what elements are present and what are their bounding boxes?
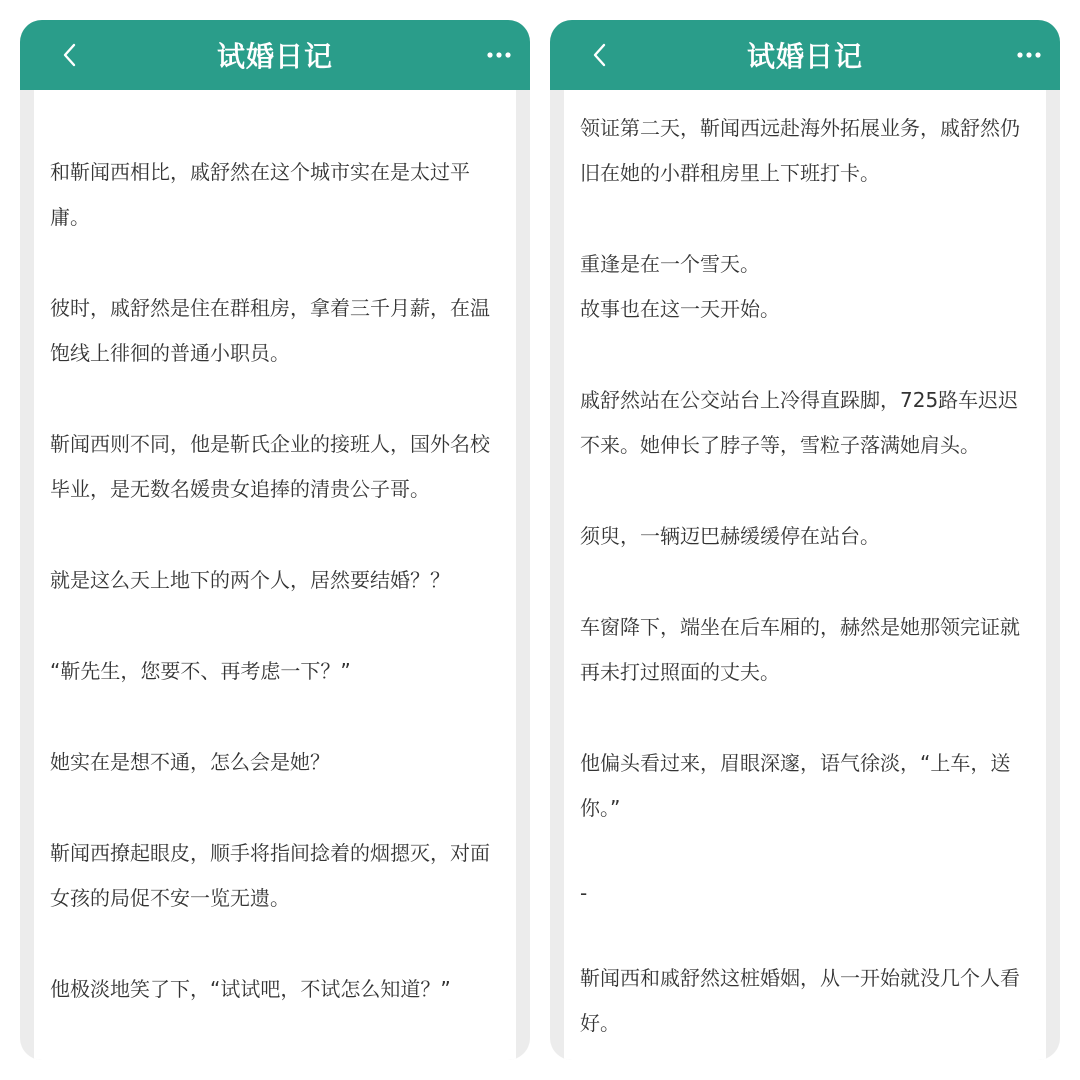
paragraph: 靳闻西则不同，他是靳氏企业的接班人，国外名校毕业，是无数名媛贵女追捧的清贵公子哥。 [50,432,490,501]
paragraph: 须臾，一辆迈巴赫缓缓停在站台。 [580,524,880,548]
left-phone-screen [20,20,530,1060]
paragraph: 他偏头看过来，眉眼深邃，语气徐淡，“上车，送你。” [580,751,1011,820]
chevron-left-icon [60,43,80,67]
paragraph: 靳闻西和戚舒然这桩婚姻，从一开始就没几个人看好。 [580,966,1020,1035]
article-content[interactable] [34,90,516,1060]
more-options-button[interactable] [1016,42,1042,68]
paragraph: 她实在是想不通，怎么会是她？ [50,750,330,774]
paragraph: 戚舒然站在公交站台上冷得直跺脚，725路车迟迟不来。她伸长了脖子等，雪粒子落满她肩头。 [580,388,1019,457]
article-body [50,150,500,1058]
paragraph: 领证第二天，靳闻西远赴海外拓展业务，戚舒然仍旧在她的小群租房里上下班打卡。 [580,116,1020,185]
paragraph: 彼时，戚舒然是住在群租房，拿着三千月薪，在温饱线上徘徊的普通小职员。 [50,296,490,365]
page-title: 试婚日记 [746,40,863,73]
paragraph: 靳闻西撩起眼皮，顺手将指间捻着的烟摁灭，对面女孩的局促不安一览无遗。 [50,841,490,910]
more-dots-icon [487,51,511,59]
paragraph: 和靳闻西相比，戚舒然在这个城市实在是太过平庸。 [50,160,470,229]
back-button[interactable] [56,41,84,69]
paragraph: 重逢是在一个雪天。 [580,252,760,276]
section-divider: - [580,881,588,905]
paragraph: 车窗降下，端坐在后车厢的，赫然是她那领完证就再未打过照面的丈夫。 [580,615,1020,684]
more-options-button[interactable] [486,42,512,68]
paragraph: “靳先生，您要不、再考虑一下？” [50,659,351,683]
chevron-left-icon [590,43,610,67]
paragraph: 就是这么天上地下的两个人，居然要结婚？？ [50,568,450,592]
left-app-header [20,20,530,90]
article-body [580,106,1030,1060]
back-button[interactable] [586,41,614,69]
page-title: 试婚日记 [216,40,333,73]
right-app-header [550,20,1060,90]
article-content[interactable] [564,90,1046,1060]
paragraph: 他极淡地笑了下，“试试吧，不试怎么知道？” [50,977,451,1001]
right-phone-screen [550,20,1060,1060]
paragraph: 故事也在这一天开始。 [580,297,780,321]
more-dots-icon [1017,51,1041,59]
